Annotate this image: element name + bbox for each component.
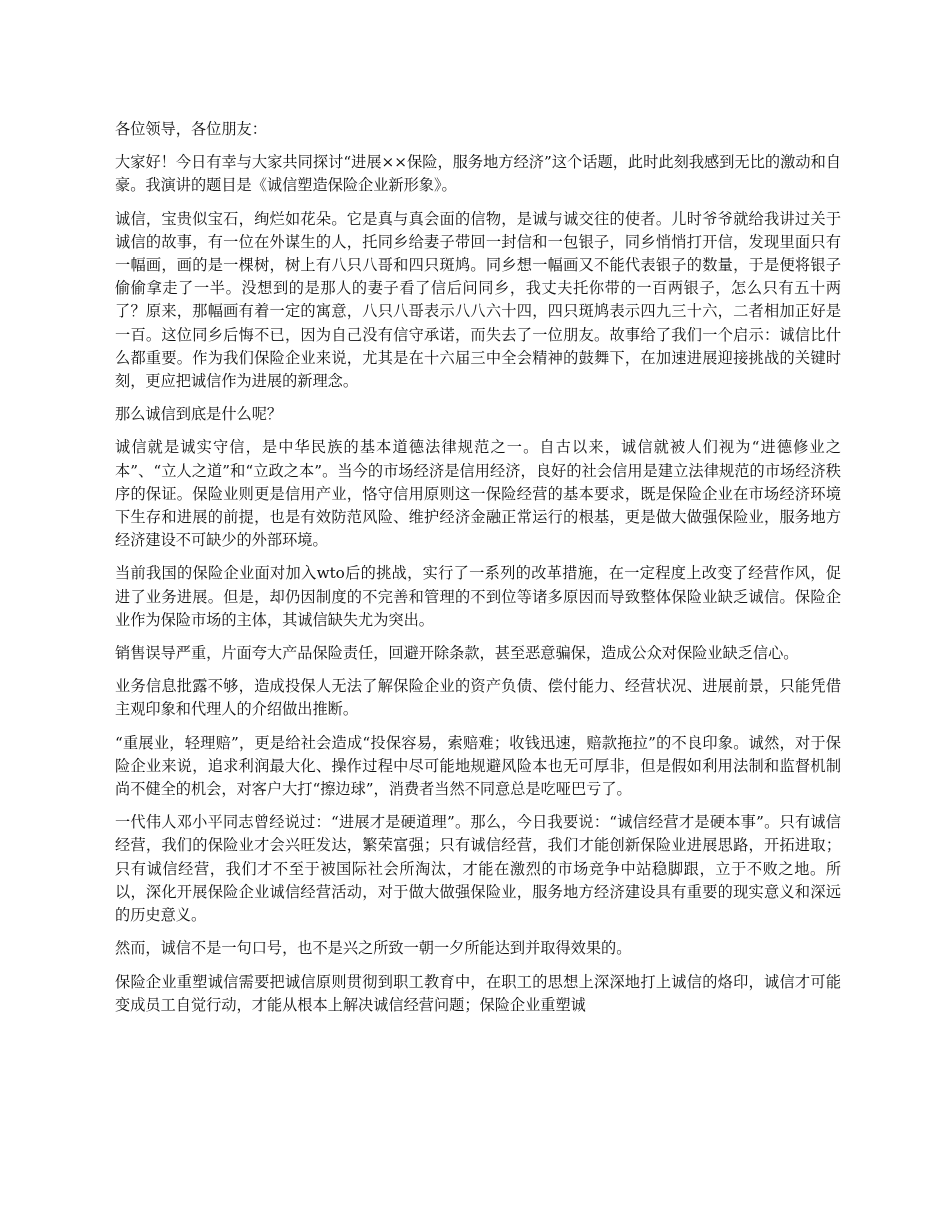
claims-paragraph: “重展业，轻理赔”，更是给社会造成“投保容易，索赔难；收钱迅速，赔款拖拉”的不良印象。诚然，对于保险企业来说，追求利润最大化、操作过程中尽可能地规避风险本也无可厚非，但是假如利用法制和监督机制尚不健全的机会，对客户大打“擦边球”，消费者当然不同意总是吃哑巴亏了。 bbox=[115, 733, 841, 799]
story-paragraph: 诚信，宝贵似宝石，绚烂如花朵。它是真与真会面的信物，是诚与诚交往的使者。儿时爷爷就给我讲过关于诚信的故事，有一位在外谋生的人，托同乡给妻子带回一封信和一包银子，同乡悄悄打开信，发现里面只有一幅画，画的是一棵树，树上有八只八哥和四只斑鸠。同乡想一幅画又不能代表银子的数量，于是便将银子偷偷拿走了一半。没想到的是那人的妻子看了信后问同乡，我丈夫托你带的一百两银子，怎么只有五十两了？原来，那幅画有着一定的寓意，八只八哥表示八八六十四，四只斑鸠表示四九三十六，二者相加正好是一百。这位同乡后悔不已，因为自己没有信守承诺，而失去了一位朋友。故事给了我们一个启示：诚信比什么都重要。作为我们保险企业来说，尤其是在十六届三中全会精神的鼓舞下，在加速进展迎接挑战的关键时刻，更应把诚信作为进展的新理念。 bbox=[115, 209, 841, 391]
deng-quote-paragraph: 一代伟人邓小平同志曾经说过：“进展才是硬道理”。那么，今日我要说：“诚信经营才是硬本事”。只有诚信经营，我们的保险业才会兴旺发达，繁荣富强；只有诚信经营，我们才能创新保险业进展思路，开拓进取；只有诚信经营，我们才不至于被国际社会所淘汰，才能在激烈的市场竞争中站稳脚跟，立于不败之地。所以，深化开展保险企业诚信经营活动，对于做大做强保险业，服务地方经济建设具有重要的现实意义和深远的历史意义。 bbox=[115, 813, 841, 925]
definition-paragraph: 诚信就是诚实守信，是中华民族的基本道德法律规范之一。自古以来，诚信就被人们视为“进德修业之本”、“立人之道”和“立政之本”。当今的市场经济是信用经济，良好的社会信用是建立法律规范的市场经济秩序的保证。保险业则更是信用产业，恪守信用原则这一保险经营的基本要求，既是保险企业在市场经济环境下生存和进展的前提，也是有效防范风险、维护经济金融正常运行的根基，更是做大做强保险业，服务地方经济建设不可缺少的外部环境。 bbox=[115, 438, 841, 550]
current-situation-paragraph: 当前我国的保险企业面对加入wto后的挑战，实行了一系列的改革措施，在一定程度上改变了经营作风，促进了业务进展。但是，却仍因制度的不完善和管理的不到位等诸多原因而导致整体保险业缺乏诚信。保险企业作为保险市场的主体，其诚信缺失尤为突出。 bbox=[115, 564, 841, 629]
slogan-paragraph: 然而，诚信不是一句口号，也不是兴之所致一朝一夕所能达到并取得效果的。 bbox=[115, 939, 632, 958]
education-paragraph: 保险企业重塑诚信需要把诚信原则贯彻到职工教育中，在职工的思想上深深地打上诚信的烙印，诚信才可能变成员工自觉行动，才能从根本上解决诚信经营问题；保险企业重塑诚 bbox=[115, 972, 841, 1014]
question-paragraph: 那么诚信到底是什么呢？ bbox=[115, 405, 283, 424]
information-disclosure-paragraph: 业务信息批露不够，造成投保人无法了解保险企业的资产负债、偿付能力、经营状况、进展前景，只能凭借主观印象和代理人的介绍做出推断。 bbox=[115, 677, 841, 719]
document-page bbox=[115, 118, 841, 1027]
greeting-paragraph: 大家好！今日有幸与大家共同探讨“进展××保险，服务地方经济”这个话题，此时此刻我感到无比的激动和自豪。我演讲的题目是《诚信塑造保险企业新形象》。 bbox=[115, 153, 841, 195]
sales-misleading-paragraph: 销售误导严重，片面夸大产品保险责任，回避开除条款，甚至恶意骗保，造成公众对保险业缺乏信心。 bbox=[115, 644, 799, 663]
salutation-paragraph: 各位领导，各位朋友： bbox=[115, 120, 267, 138]
